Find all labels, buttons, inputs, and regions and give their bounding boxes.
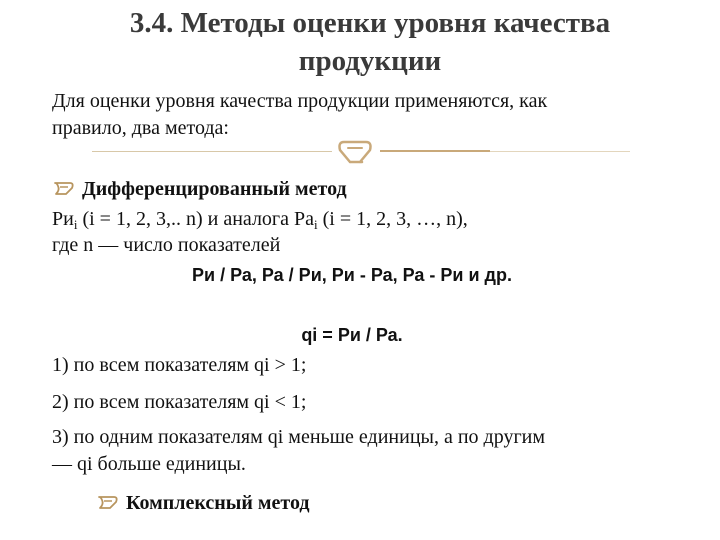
divider-rule-left xyxy=(92,151,332,152)
formula-line: qi = Ри / Ра. xyxy=(301,325,403,345)
title-line-2: продукции xyxy=(298,45,442,77)
title-line-1: 3.4. Методы оценки уровня качества xyxy=(129,7,611,39)
method-1-text-line-2: где n — число показателей xyxy=(52,234,281,256)
text-analog: (i = 1, 2, 3,.. n) и аналога Ра xyxy=(77,208,315,230)
case-3-continued: — qi больше единицы. xyxy=(52,453,246,475)
intro-paragraph xyxy=(52,88,692,142)
case-1: 1) по всем показателям qi > 1; xyxy=(52,354,307,376)
subscript-i: i xyxy=(73,217,78,232)
case-3: 3) по одним показателям qi меньше единицы, а по другим xyxy=(52,426,546,448)
case-2: 2) по всем показателям qi < 1; xyxy=(52,391,307,413)
intro-line-2: правило, два метода: xyxy=(52,117,229,139)
ratios-line: Ри / Ра, Ра / Ри, Ри - Ра, Ра - Ри и др. xyxy=(192,265,512,285)
text-ri: Ри xyxy=(52,208,74,230)
method-2-heading xyxy=(96,490,496,516)
scroll-bullet-icon xyxy=(52,179,76,197)
slide-title xyxy=(60,4,680,80)
method-1-heading xyxy=(52,176,692,202)
intro-line-1: Для оценки уровня качества продукции применяются, как xyxy=(52,90,548,112)
scroll-divider-icon xyxy=(336,136,376,166)
text-range: (i = 1, 2, 3, …, n), xyxy=(317,208,468,230)
method-2-heading-text: Комплексный метод xyxy=(126,492,310,514)
subscript-i: i xyxy=(314,217,318,232)
scroll-bullet-icon xyxy=(96,493,120,511)
method-1-heading-text: Дифференцированный метод xyxy=(82,178,347,200)
divider-rule-accent xyxy=(380,150,490,152)
